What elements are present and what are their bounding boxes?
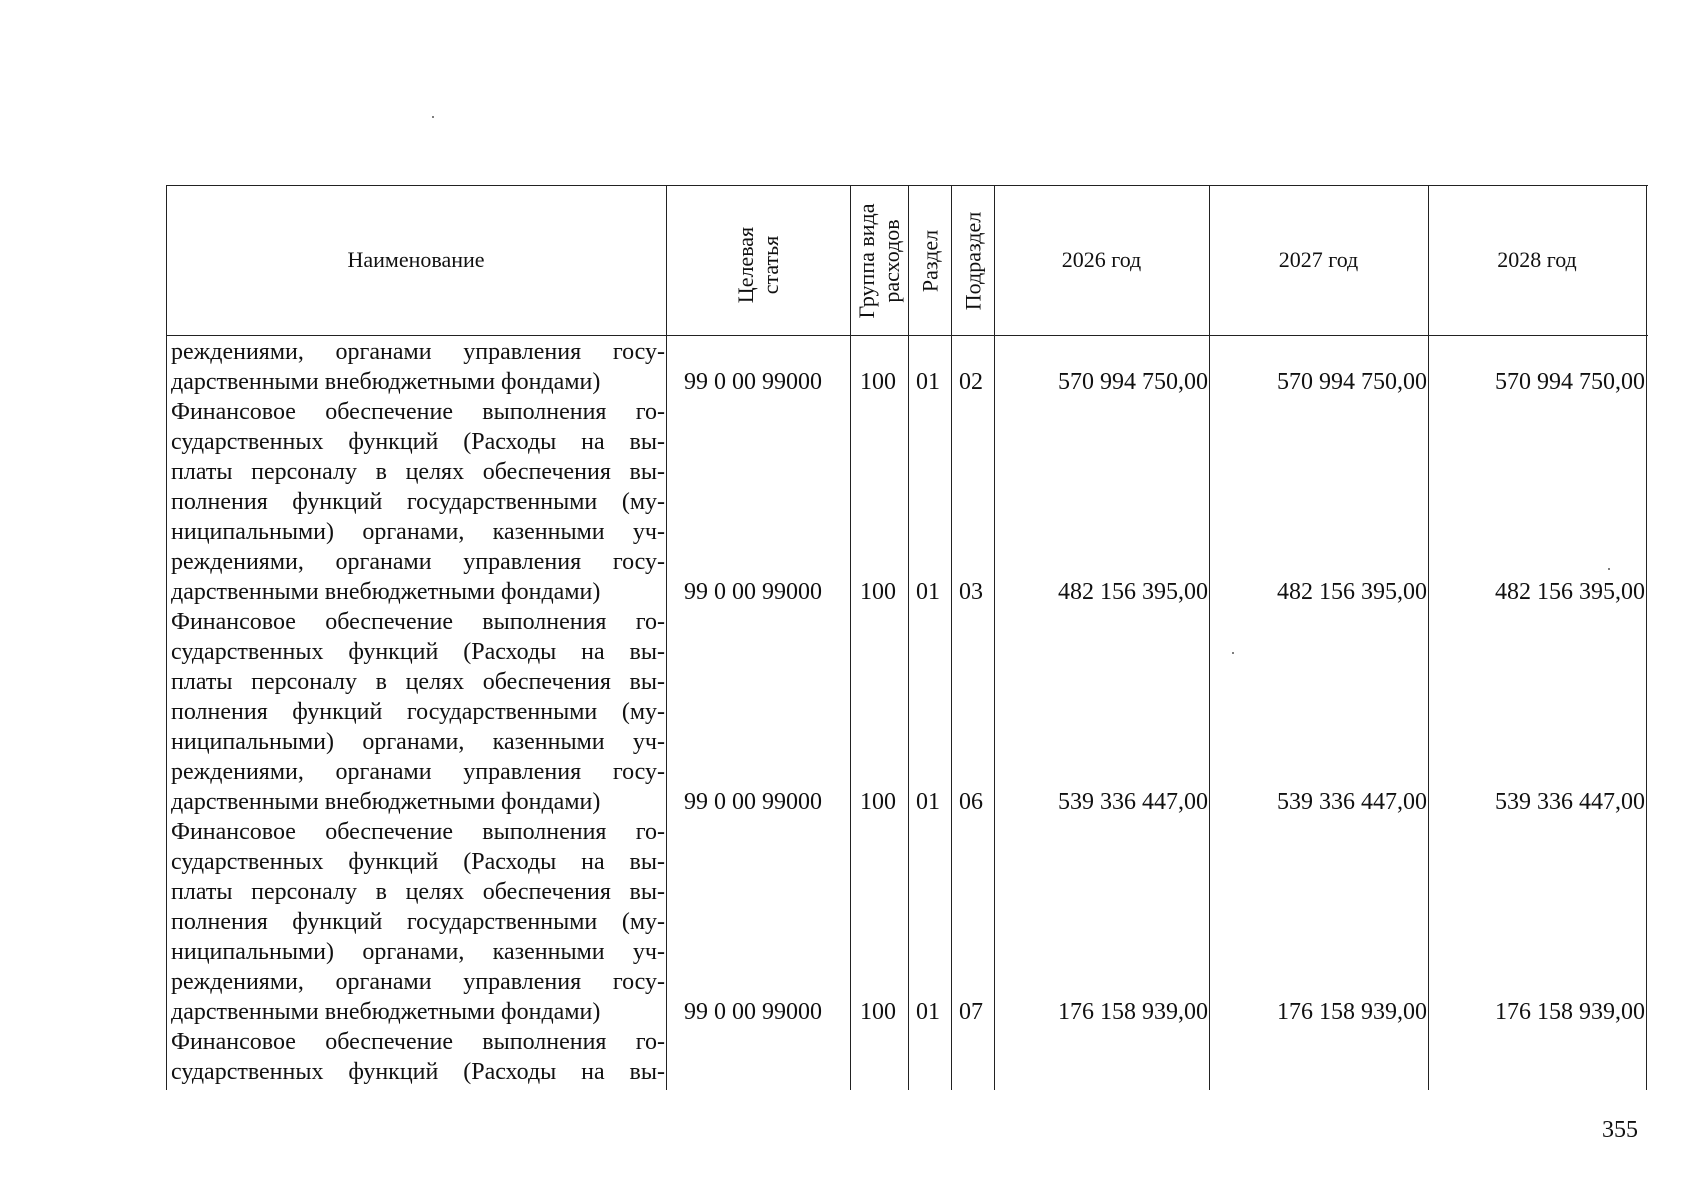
header-name: Наименование [347,247,485,272]
header-year-2026: 2026 год [1061,247,1142,272]
name-line: полнения функций государственными (му- [171,909,665,935]
name-line: реждениями, органами управления госу- [171,759,665,785]
col-divider-subsection [994,185,995,1090]
cell-year-2028: 176 158 939,00 [1495,999,1645,1025]
name-line: ниципальными) органами, казенными уч- [171,939,665,965]
col-divider-group [908,185,909,1090]
cell-target-article: 99 0 00 99000 [684,369,822,395]
name-line: дарственными внебюджетными фондами) [171,579,601,605]
cell-section: 01 [916,789,940,815]
name-line: ниципальными) органами, казенными уч- [171,519,665,545]
scan-speck [432,116,434,118]
header-section: Раздел [917,229,943,293]
name-line: полнения функций государственными (му- [171,489,665,515]
col-divider-2026 [1209,185,1210,1090]
name-line: ниципальными) органами, казенными уч- [171,729,665,755]
header-target-line-2: статья [758,235,783,295]
name-line: платы персоналу в целях обеспечения вы- [171,879,665,905]
name-line: платы персоналу в целях обеспечения вы- [171,459,665,485]
name-line: дарственными внебюджетными фондами) [171,999,601,1025]
cell-expense-group: 100 [860,369,896,395]
name-line: Финансовое обеспечение выполнения го- [171,399,665,425]
cell-target-article: 99 0 00 99000 [684,789,822,815]
name-line: платы персоналу в целях обеспечения вы- [171,669,665,695]
header-year-2028: 2028 год [1497,247,1577,272]
cell-year-2026: 539 336 447,00 [1058,789,1208,815]
table-border-top [166,185,1648,186]
page-number: 355 [1602,1117,1638,1143]
cell-section: 01 [916,369,940,395]
header-subsection: Подраздел [960,211,986,311]
table-border-left [166,337,167,1090]
cell-year-2028: 539 336 447,00 [1495,789,1645,815]
header-expense-group [854,204,904,319]
name-line: дарственными внебюджетными фондами) [171,789,601,815]
cell-year-2028: 570 994 750,00 [1495,369,1645,395]
cell-expense-group: 100 [860,789,896,815]
cell-subsection: 02 [959,369,983,395]
cell-subsection: 06 [959,789,983,815]
cell-target-article: 99 0 00 99000 [684,579,822,605]
name-line: полнения функций государственными (му- [171,699,665,725]
cell-subsection: 03 [959,579,983,605]
cell-year-2027: 539 336 447,00 [1277,789,1427,815]
name-line: реждениями, органами управления госу- [171,339,665,365]
header-group-line-1: Группа вида [854,203,879,319]
name-line: сударственных функций (Расходы на вы- [171,429,665,455]
name-line: реждениями, органами управления госу- [171,969,665,995]
col-divider-name [666,185,667,1090]
name-column-text [171,337,665,1087]
budget-table [166,185,1648,1090]
cell-year-2026: 176 158 939,00 [1058,999,1208,1025]
cell-expense-group: 100 [860,999,896,1025]
header-year-2027: 2027 год [1278,247,1359,272]
cell-section: 01 [916,999,940,1025]
name-line: Финансовое обеспечение выполнения го- [171,1029,665,1055]
cell-target-article: 99 0 00 99000 [684,999,822,1025]
cell-year-2026: 482 156 395,00 [1058,579,1208,605]
table-border-right [1646,185,1647,1090]
header-target-line-1: Целевая [733,226,758,304]
name-line: сударственных функций (Расходы на вы- [171,639,665,665]
col-divider-section [951,185,952,1090]
cell-year-2027: 570 994 750,00 [1277,369,1427,395]
name-line: Финансовое обеспечение выполнения го- [171,609,665,635]
col-divider-2027 [1428,185,1429,1090]
header-target-article [733,227,783,303]
name-line: Финансовое обеспечение выполнения го- [171,819,665,845]
cell-subsection: 07 [959,999,983,1025]
cell-year-2026: 570 994 750,00 [1058,369,1208,395]
cell-year-2027: 176 158 939,00 [1277,999,1427,1025]
name-line: сударственных функций (Расходы на вы- [171,849,665,875]
header-group-line-2: расходов [879,219,904,303]
name-line: сударственных функций (Расходы на вы- [171,1059,665,1085]
name-line: дарственными внебюджетными фондами) [171,369,601,395]
cell-year-2027: 482 156 395,00 [1277,579,1427,605]
name-line: реждениями, органами управления госу- [171,549,665,575]
cell-section: 01 [916,579,940,605]
cell-year-2028: 482 156 395,00 [1495,579,1645,605]
col-divider-target [850,185,851,1090]
cell-expense-group: 100 [860,579,896,605]
